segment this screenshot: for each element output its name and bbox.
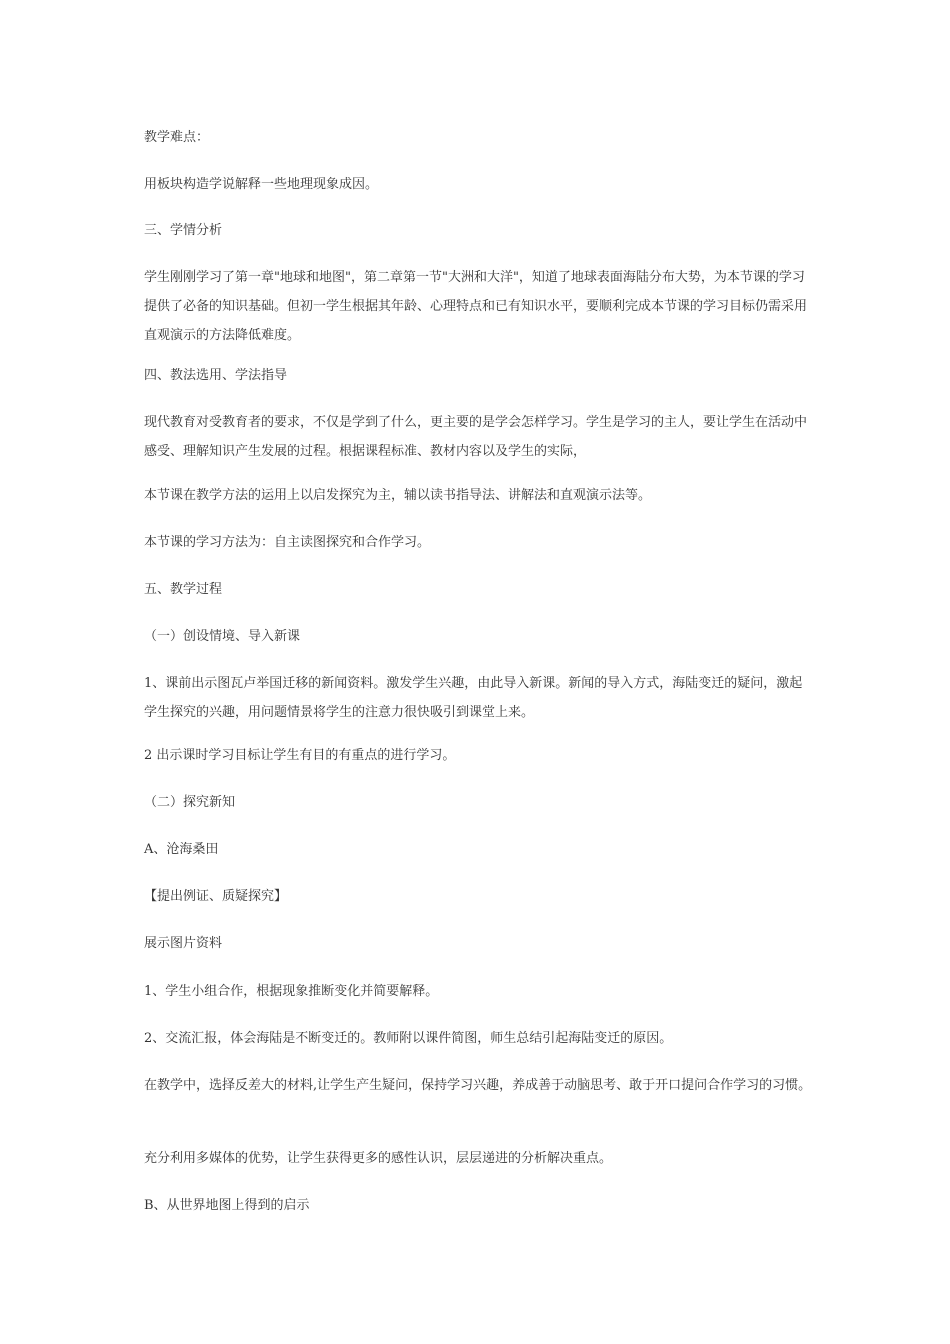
paragraph-student-analysis: 学生刚刚学习了第一章"地球和地图"，第二章第一节"大洲和大洋"，知道了地球表面海陆分布大势，为本节课的学习提供了必备的知识基础。但初一学生根据其年龄、心理特点和已有知识水平，要顺利完成本节课的学习目标仍需采用直观演示的方法降低难度。 — [144, 270, 808, 343]
bracket-heading-examples: 【提出例证、质疑探究】 — [144, 889, 288, 904]
heading-student-analysis: 三、学情分析 — [144, 223, 223, 238]
subheading-explore: （二）探究新知 — [144, 795, 236, 810]
paragraph-group-work: 1、学生小组合作，根据现象推断变化并简要解释。 — [144, 984, 439, 999]
heading-teaching-process: 五、教学过程 — [144, 582, 223, 597]
paragraph-teaching-approach: 本节课在教学方法的运用上以启发探究为主，辅以读书指导法、讲解法和直观演示法等。 — [144, 488, 652, 503]
subheading-section-b: B、从世界地图上得到的启示 — [144, 1198, 310, 1213]
paragraph-learning-method: 本节课的学习方法为：自主读图探究和合作学习。 — [144, 535, 431, 550]
paragraph-step-2: 2 出示课时学习目标让学生有目的有重点的进行学习。 — [144, 748, 456, 763]
heading-teaching-methods: 四、教法选用、学法指导 — [144, 368, 288, 383]
paragraph-difficulty-content: 用板块构造学说解释一些地理现象成因。 — [144, 177, 379, 192]
paragraph-step-1: 1、课前出示图瓦卢举国迁移的新闻资料。激发学生兴趣，由此导入新课。新闻的导入方式，海陆变迁的疑问，激起学生探究的兴趣，用问题情景将学生的注意力很快吸引到课堂上来。 — [144, 676, 803, 720]
subheading-section-a: A、沧海桑田 — [144, 842, 219, 857]
paragraph-report: 2、交流汇报，体会海陆是不断变迁的。教师附以课件简图，师生总结引起海陆变迁的原因。 — [144, 1031, 673, 1046]
paragraph-in-teaching: 在教学中，选择反差大的材料,让学生产生疑问，保持学习兴趣，养成善于动脑思考、敢于开口提问合作学习的习惯。 — [144, 1078, 812, 1093]
heading-teaching-difficulty: 教学难点： — [144, 130, 210, 145]
subheading-introduction: （一）创设情境、导入新课 — [144, 629, 301, 644]
paragraph-show-pictures: 展示图片资料 — [144, 936, 223, 951]
paragraph-modern-education: 现代教育对受教育者的要求，不仅是学到了什么，更主要的是学会怎样学习。学生是学习的主人，要让学生在活动中感受、理解知识产生发展的过程。根据课程标准、教材内容以及学生的实际， — [144, 415, 808, 459]
paragraph-multimedia: 充分利用多媒体的优势，让学生获得更多的感性认识，层层递进的分析解决重点。 — [144, 1151, 613, 1166]
